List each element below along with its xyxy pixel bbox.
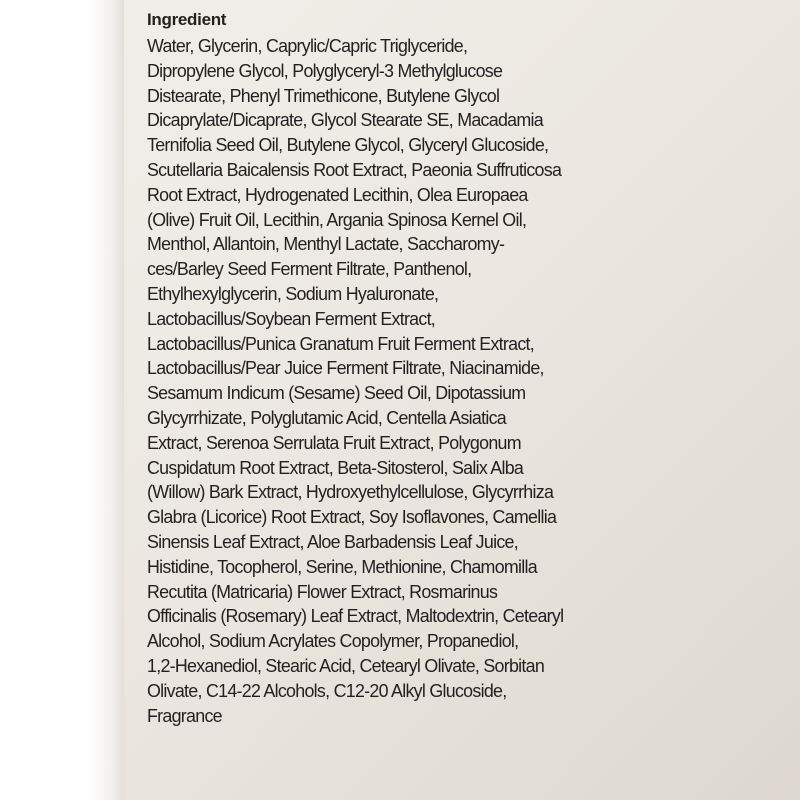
ingredient-line: Lactobacillus/Punica Granatum Fruit Ferment Extract, xyxy=(147,332,535,354)
ingredient-line: Fragrance xyxy=(147,704,222,726)
ingredient-line: Olivate, C14-22 Alcohols, C12-20 Alkyl Glucoside, xyxy=(147,679,507,701)
ingredient-line: ces/Barley Seed Ferment Filtrate, Panthenol, xyxy=(147,258,472,280)
ingredient-line: Ethylhexylglycerin, Sodium Hyaluronate, xyxy=(147,282,439,304)
ingredient-line: Distearate, Phenyl Trimethicone, Butylene Glycol xyxy=(147,84,500,106)
ingredient-line: Menthol, Allantoin, Menthyl Lactate, Saccharomy- xyxy=(147,233,505,255)
ingredient-line: Root Extract, Hydrogenated Lecithin, Olea Europaea xyxy=(147,183,528,205)
ingredient-line: 1,2-Hexanediol, Stearic Acid, Cetearyl Olivate, Sorbitan xyxy=(147,654,545,676)
ingredient-line: Alcohol, Sodium Acrylates Copolymer, Propanediol, xyxy=(147,630,519,652)
ingredient-line: Recutita (Matricaria) Flower Extract, Rosmarinus xyxy=(147,580,498,602)
ingredient-line: Sinensis Leaf Extract, Aloe Barbadensis Leaf Juice, xyxy=(147,530,518,552)
ingredient-line: Extract, Serenoa Serrulata Fruit Extract, Polygonum xyxy=(147,431,521,453)
ingredient-line: Water, Glycerin, Caprylic/Capric Triglyceride, xyxy=(147,35,468,56)
ingredient-line: Histidine, Tocopherol, Serine, Methionine, Chamomilla xyxy=(147,555,537,577)
ingredient-line: Lactobacillus/Soybean Ferment Extract, xyxy=(147,307,436,329)
ingredient-line: Scutellaria Baicalensis Root Extract, Paeonia Suffruticosa xyxy=(147,158,562,180)
ingredient-line: Ternifolia Seed Oil, Butylene Glycol, Glyceryl Glucoside, xyxy=(147,134,549,156)
ingredient-line: Lactobacillus/Pear Juice Ferment Filtrate, Niacinamide, xyxy=(147,357,544,379)
ingredient-label xyxy=(124,0,800,800)
ingredient-list xyxy=(147,34,787,728)
ingredient-line: Glycyrrhizate, Polyglutamic Acid, Centella Asiatica xyxy=(147,406,506,428)
ingredient-line: Dipropylene Glycol, Polyglyceryl-3 Methylglucose xyxy=(147,59,503,81)
ingredient-line: Officinalis (Rosemary) Leaf Extract, Maltodextrin, Cetearyl xyxy=(147,605,564,627)
ingredient-line: (Willow) Bark Extract, Hydroxyethylcellulose, Glycyrrhiza xyxy=(147,481,554,503)
background-edge xyxy=(0,0,124,800)
ingredient-heading: Ingredient xyxy=(147,10,227,29)
ingredient-line: Glabra (Licorice) Root Extract, Soy Isoflavones, Camellia xyxy=(147,506,557,528)
ingredient-label-content xyxy=(147,8,787,728)
ingredient-line: Dicaprylate/Dicaprate, Glycol Stearate SE, Macadamia xyxy=(147,109,543,131)
ingredient-line: Sesamum Indicum (Sesame) Seed Oil, Dipotassium xyxy=(147,382,526,404)
ingredient-line: (Olive) Fruit Oil, Lecithin, Argania Spinosa Kernel Oil, xyxy=(147,208,527,230)
ingredient-line: Cuspidatum Root Extract, Beta-Sitosterol, Salix Alba xyxy=(147,456,524,478)
